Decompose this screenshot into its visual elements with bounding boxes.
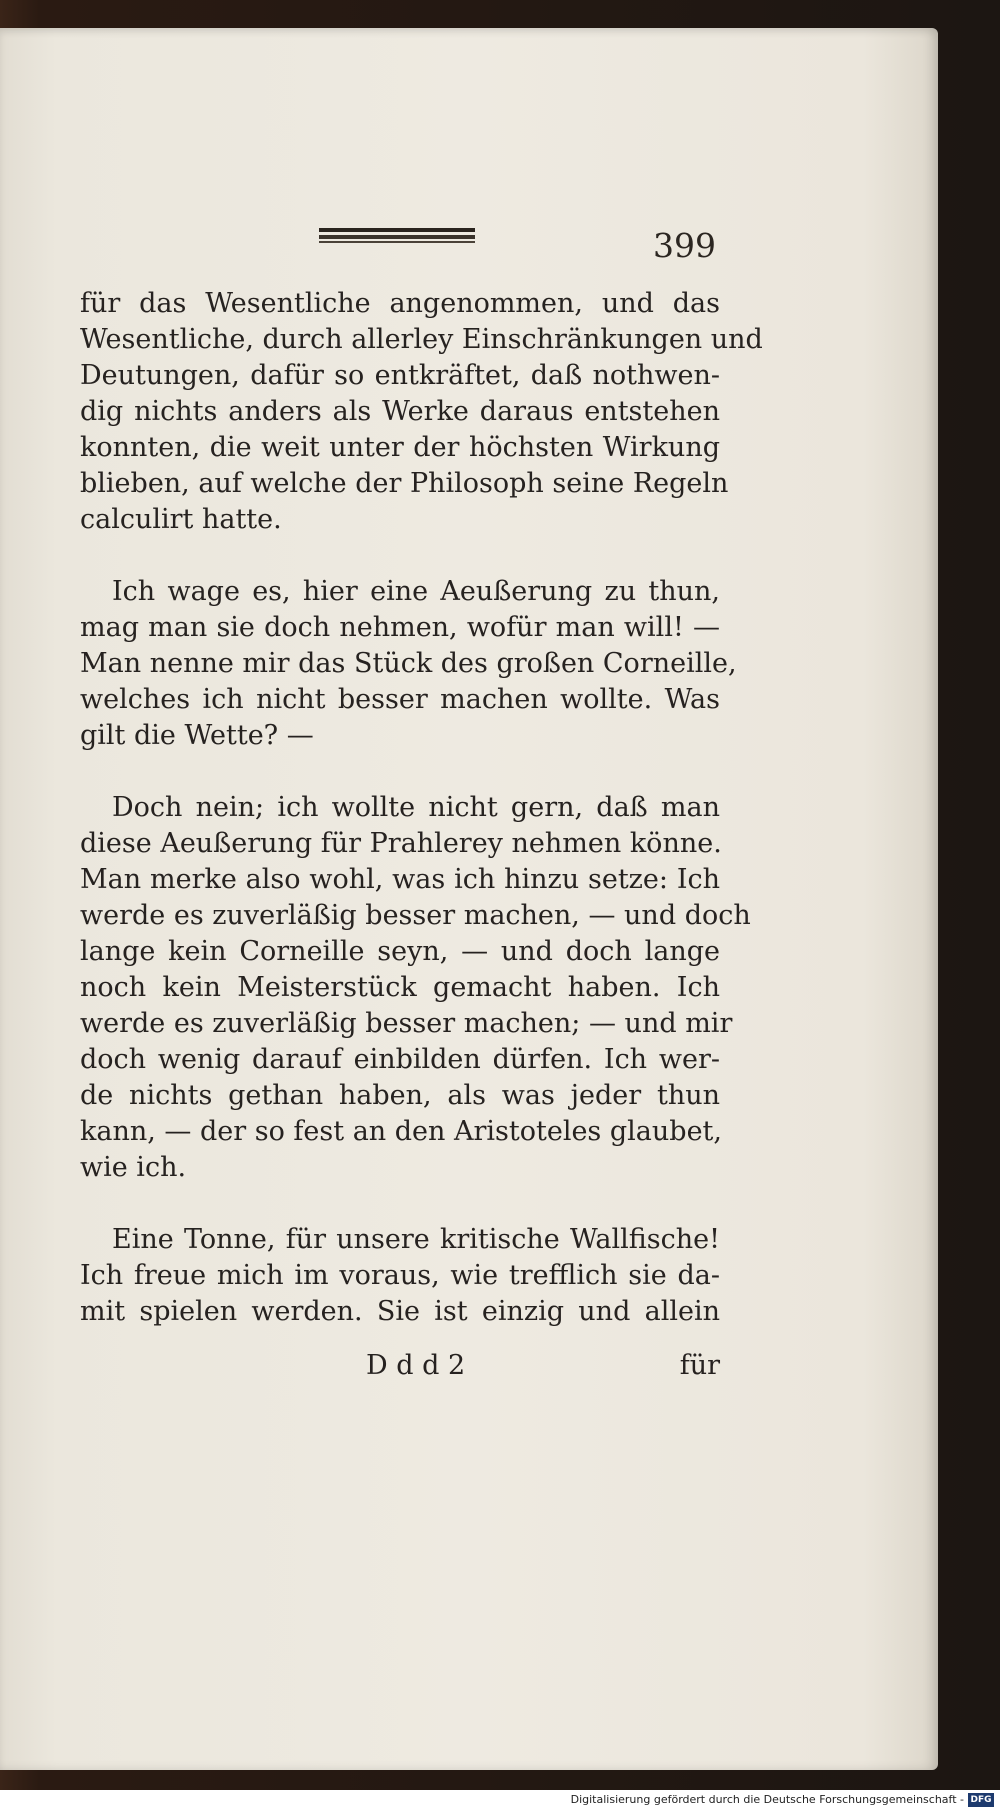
text-line: doch wenig darauf einbilden dürfen. Ich wer- bbox=[80, 1044, 720, 1075]
dfg-logo-icon: DFG bbox=[968, 1793, 994, 1807]
catchword: für bbox=[679, 1350, 720, 1381]
text-line: mag man sie doch nehmen, wofür man will! — bbox=[80, 612, 720, 643]
text-line: Man nenne mir das Stück des großen Corneille, bbox=[80, 648, 737, 679]
text-line: Ich freue mich im voraus, wie trefflich sie da- bbox=[80, 1260, 720, 1291]
text-line: mit spielen werden. Sie ist einzig und allein bbox=[80, 1296, 720, 1327]
text-line: lange kein Corneille seyn, — und doch lange bbox=[80, 936, 720, 967]
credit-text: Digitalisierung gefördert durch die Deutsche Forschungsgemeinschaft - bbox=[570, 1793, 964, 1806]
text-line: konnten, die weit unter der höchsten Wirkung bbox=[80, 432, 720, 463]
paragraph-3 bbox=[80, 790, 751, 1186]
book-page bbox=[0, 28, 938, 1770]
text-line: diese Aeußerung für Prahlerey nehmen könne. bbox=[80, 828, 722, 859]
body-text bbox=[80, 286, 763, 1330]
page-number: 399 bbox=[653, 226, 716, 265]
paragraph-2 bbox=[80, 574, 737, 754]
text-line: Eine Tonne, für unsere kritische Wallfische! bbox=[112, 1224, 720, 1255]
credit-bar bbox=[0, 1790, 1000, 1811]
signature-mark: D d d 2 bbox=[366, 1350, 466, 1381]
text-line: dig nichts anders als Werke daraus entstehen bbox=[80, 396, 720, 427]
text-line: gilt die Wette? — bbox=[80, 720, 314, 751]
text-line: noch kein Meisterstück gemacht haben. Ich bbox=[80, 972, 720, 1003]
text-line: Deutungen, dafür so entkräftet, daß nothwen- bbox=[80, 360, 720, 391]
text-line: blieben, auf welche der Philosoph seine Regeln bbox=[80, 468, 729, 499]
text-line: für das Wesentliche angenommen, und das bbox=[80, 288, 720, 319]
page-footer bbox=[80, 1350, 720, 1386]
text-line: kann, — der so fest an den Aristoteles glaubet, bbox=[80, 1116, 722, 1147]
paragraph-1 bbox=[80, 286, 763, 538]
header-rule bbox=[319, 228, 475, 244]
paragraph-4 bbox=[80, 1222, 720, 1330]
text-line: Wesentliche, durch allerley Einschränkungen und bbox=[80, 324, 763, 355]
text-line: wie ich. bbox=[80, 1152, 187, 1183]
text-line: de nichts gethan haben, als was jeder thun bbox=[80, 1080, 720, 1111]
text-line: calculirt hatte. bbox=[80, 504, 282, 535]
text-line: welches ich nicht besser machen wollte. Was bbox=[80, 684, 720, 715]
text-line: Ich wage es, hier eine Aeußerung zu thun, bbox=[112, 576, 720, 607]
text-line: werde es zuverläßig besser machen, — und doch bbox=[80, 900, 751, 931]
text-line: werde es zuverläßig besser machen; — und mir bbox=[80, 1008, 733, 1039]
text-line: Doch nein; ich wollte nicht gern, daß man bbox=[112, 792, 720, 823]
text-line: Man merke also wohl, was ich hinzu setze: Ich bbox=[80, 864, 720, 895]
